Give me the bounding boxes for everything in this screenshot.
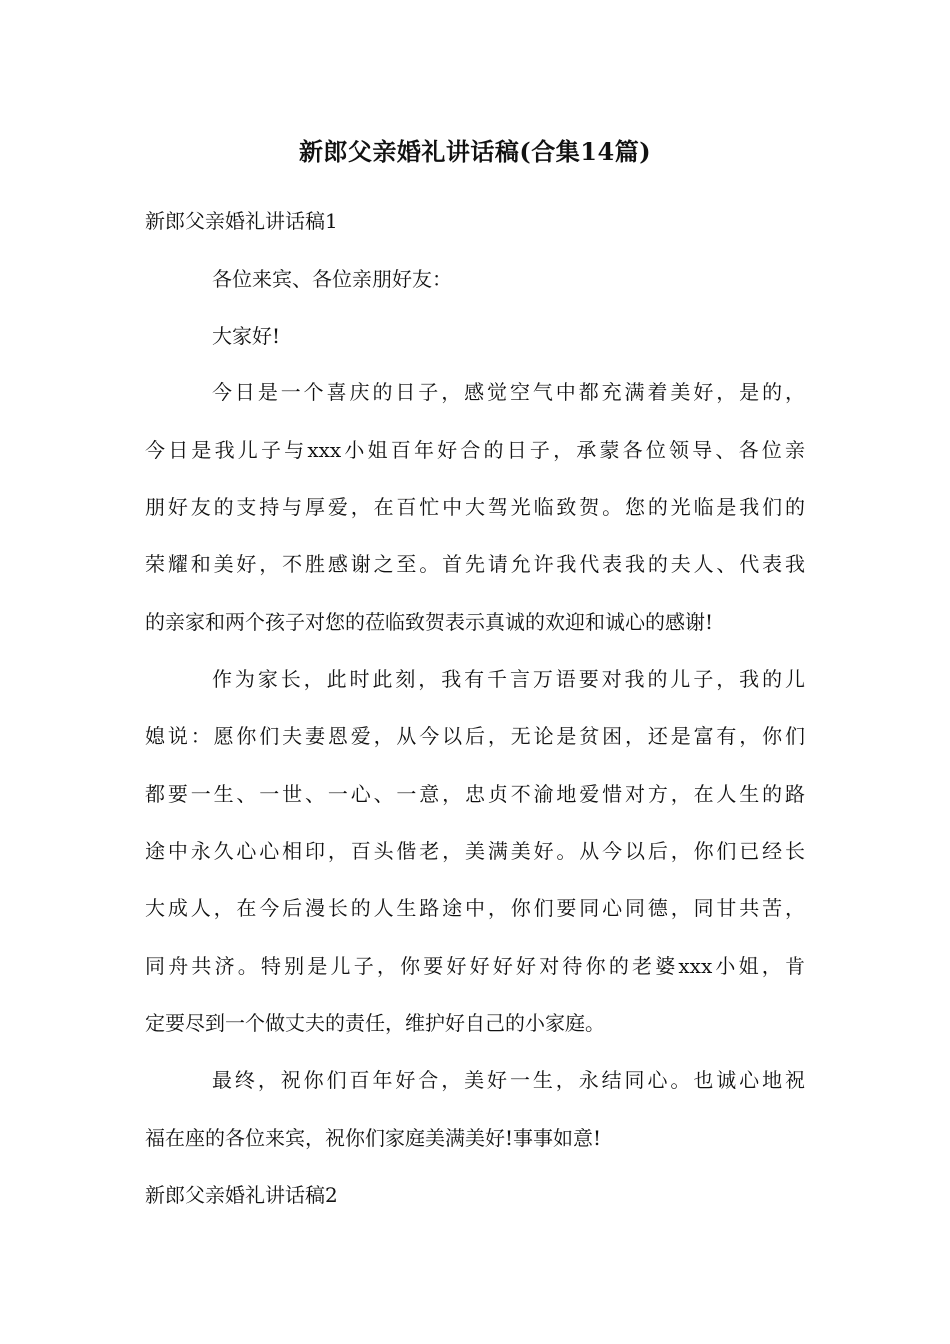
section-heading-2: 新郎父亲婚礼讲话稿2 bbox=[145, 1183, 338, 1207]
paragraph-1-line-3: 朋好友的支持与厚爱，在百忙中大驾光临致贺。您的光临是我们的 bbox=[145, 495, 805, 519]
paragraph-3-line-2: 福在座的各位来宾，祝你们家庭美满美好!事事如意! bbox=[145, 1126, 602, 1150]
paragraph-2-line-7: 定要尽到一个做丈夫的责任，维护好自己的小家庭。 bbox=[145, 1011, 605, 1035]
paragraph-2-line-2: 媳说：愿你们夫妻恩爱，从今以后，无论是贫困，还是富有，你们 bbox=[145, 724, 805, 748]
paragraph-2-line-3: 都要一生、一世、一心、一意，忠贞不渝地爱惜对方，在人生的路 bbox=[145, 782, 805, 806]
paragraph-3-line-1: 最终，祝你们百年好合，美好一生，永结同心。也诚心地祝 bbox=[212, 1068, 805, 1092]
section-heading-1: 新郎父亲婚礼讲话稿1 bbox=[145, 209, 338, 233]
paragraph-1-line-1: 今日是一个喜庆的日子，感觉空气中都充满着美好，是的， bbox=[212, 380, 805, 404]
document-title: 新郎父亲婚礼讲话稿(合集14篇) bbox=[298, 137, 652, 166]
paragraph-1-line-5: 的亲家和两个孩子对您的莅临致贺表示真诚的欢迎和诚心的感谢! bbox=[145, 610, 714, 634]
paragraph-2-line-6: 同舟共济。特别是儿子，你要好好好好对待你的老婆xxx小姐，肯 bbox=[145, 954, 805, 978]
greeting-line: 各位来宾、各位亲朋好友： bbox=[212, 267, 452, 291]
paragraph-2-line-1: 作为家长，此时此刻，我有千言万语要对我的儿子，我的儿 bbox=[212, 667, 805, 691]
hello-line: 大家好! bbox=[212, 324, 281, 348]
paragraph-2-line-4: 途中永久心心相印，百头偕老，美满美好。从今以后，你们已经长 bbox=[145, 839, 805, 863]
paragraph-1-line-2: 今日是我儿子与xxx小姐百年好合的日子，承蒙各位领导、各位亲 bbox=[145, 438, 805, 462]
paragraph-2-line-5: 大成人，在今后漫长的人生路途中，你们要同心同德，同甘共苦， bbox=[145, 896, 805, 920]
paragraph-1-line-4: 荣耀和美好，不胜感谢之至。首先请允许我代表我的夫人、代表我 bbox=[145, 552, 805, 576]
